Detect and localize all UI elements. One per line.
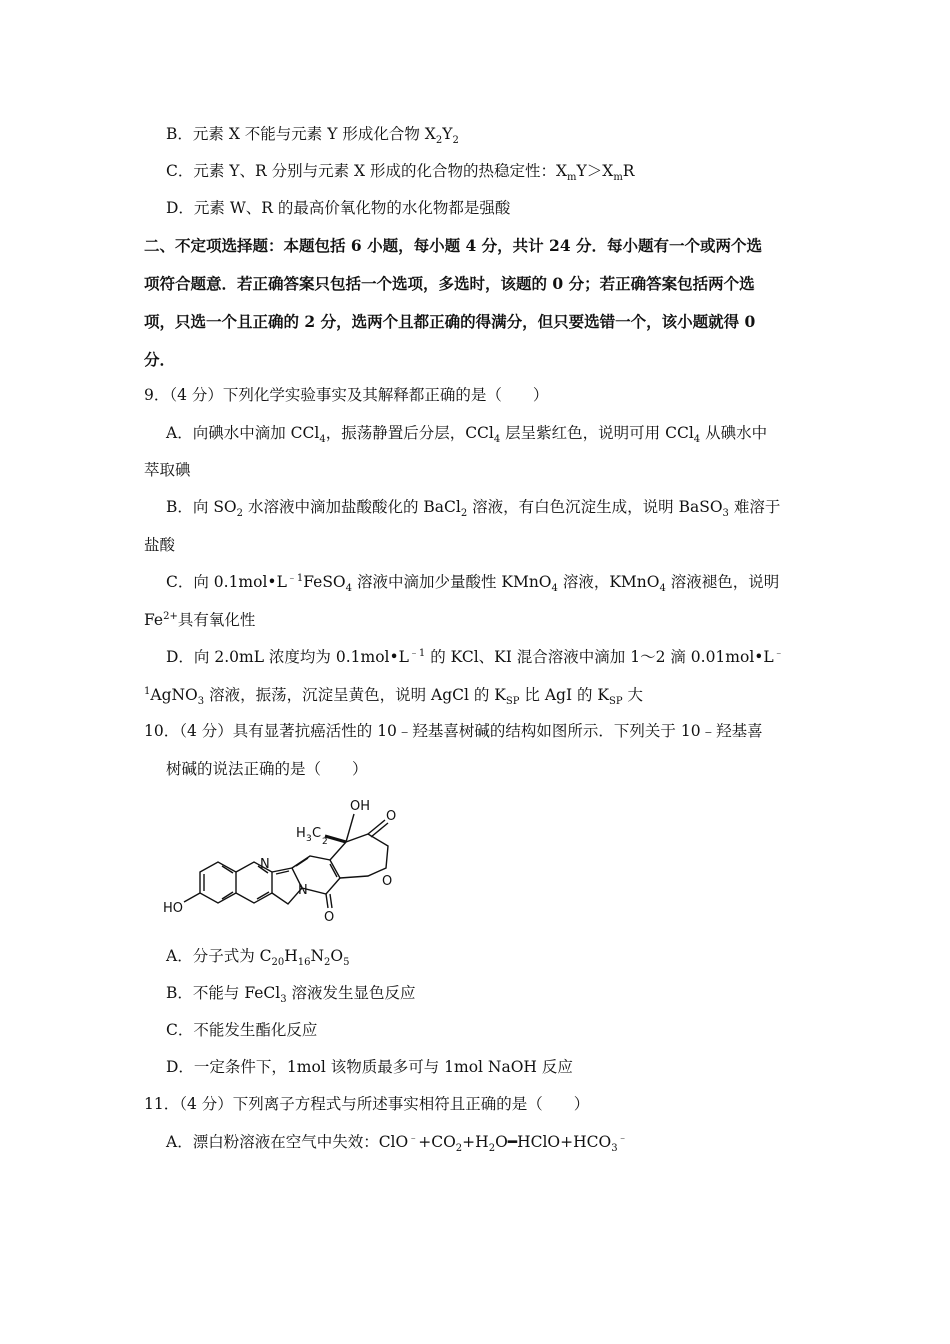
q10-stem-line1: 10．（4 分）具有显著抗癌活性的 10﹣羟基喜树碱的结构如图所示．下列关于 10﹣羟基喜 bbox=[144, 722, 763, 740]
ring-o-label: O bbox=[382, 874, 393, 889]
hydroxycamptothecin-structure bbox=[160, 790, 430, 925]
q11-option-a: A．漂白粉溶液在空气中失效：$ClO^﹣+CO_2+H_2O━HClO+HCO_3^﹣$ bbox=[166, 1132, 628, 1155]
q9-option-d-line2: $^1$AgNO$_3$ 溶液，振荡，沉淀呈黄色，说明 AgCl 的 $K_{SP}$ 比 AgI 的 $K_{SP}$ 大 bbox=[144, 685, 644, 708]
h3c-h-label: H bbox=[296, 826, 306, 841]
ho-left-label: HO bbox=[163, 901, 184, 916]
oh-top-label: OH bbox=[350, 799, 371, 814]
section2-line-1: 二、不定项选择题：本题包括 6 小题，每小题 4 分，共计 24 分．每小题有一个或两个选 bbox=[144, 236, 763, 255]
section2-line-3: 项，只选一个且正确的 2 分，选两个且都正确的得满分，但只要选错一个，该小题就得 0 bbox=[144, 312, 756, 331]
section2-line-2: 项符合题意．若正确答案只包括一个选项，多选时，该题的 0 分；若正确答案包括两个选 bbox=[144, 274, 755, 293]
amide-o-label: O bbox=[324, 910, 335, 925]
carbonyl-o-top-label: O bbox=[386, 809, 397, 824]
q11-stem: 11．（4 分）下列离子方程式与所述事实相符且正确的是（ ） bbox=[144, 1095, 590, 1113]
q10-option-d: D．一定条件下，1mol 该物质最多可与 1mol NaOH 反应 bbox=[166, 1058, 573, 1076]
q10-option-c: C．不能发生酯化反应 bbox=[166, 1021, 318, 1039]
h3c-c-label: C bbox=[312, 826, 322, 841]
q9-option-b-line2: 盐酸 bbox=[144, 536, 176, 554]
q10-stem-line2: 树碱的说法正确的是（ ） bbox=[166, 760, 368, 778]
n-amide-label: N bbox=[298, 883, 308, 898]
q10-option-b: B．不能与 FeCl$_3$ 溶液发生显色反应 bbox=[166, 984, 416, 1006]
ch2-sub-label: 2 bbox=[322, 837, 328, 847]
q8-option-b: B．元素 X 不能与元素 Y 形成化合物 $X_2Y_2$ bbox=[166, 125, 459, 147]
n-pyridine-label: N bbox=[260, 857, 270, 872]
q9-option-c-line2: $Fe^{2+}$具有氧化性 bbox=[144, 610, 256, 629]
q8-option-c: C．元素 Y、R 分别与元素 X 形成的化合物的热稳定性：$X_mY>X_mR$ bbox=[166, 162, 635, 184]
section2-line-4: 分． bbox=[144, 350, 176, 369]
q9-option-a-line2: 萃取碘 bbox=[144, 461, 191, 479]
q9-option-b-line1: B．向 $SO_2$ 水溶液中滴加盐酸酸化的 BaCl$_2$ 溶液，有白色沉淀生成，说明 BaSO$_3$ 难溶于 bbox=[166, 498, 781, 520]
h3c-sub-label: 3 bbox=[306, 834, 312, 844]
q9-option-a-line1: A．向碘水中滴加 CCl$_4$，振荡静置后分层，CCl$_4$ 层呈紫红色，说明可用 CCl$_4$ 从碘水中 bbox=[166, 424, 768, 446]
q10-option-a: A．分子式为 $C_{20}H_{16}N_2O_5$ bbox=[166, 947, 350, 969]
q9-option-d-line1: D．向 2.0mL 浓度均为 $0.1mol•L^{﹣1}$ 的 KCl、KI 混合溶液中滴加 1～2 滴 0.01mol•L﹣ bbox=[166, 647, 784, 666]
q9-option-c-line1: C．向 $0.1mol•L^{﹣1}FeSO_4$ 溶液中滴加少量酸性 KMnO$_4$ 溶液，KMnO$_4$ 溶液褪色，说明 bbox=[166, 572, 780, 595]
ring-a bbox=[200, 862, 236, 903]
q8-option-d: D．元素 W、R 的最高价氧化物的水化物都是强酸 bbox=[166, 199, 511, 217]
q9-stem: 9．（4 分）下列化学实验事实及其解释都正确的是（ ） bbox=[144, 386, 549, 404]
